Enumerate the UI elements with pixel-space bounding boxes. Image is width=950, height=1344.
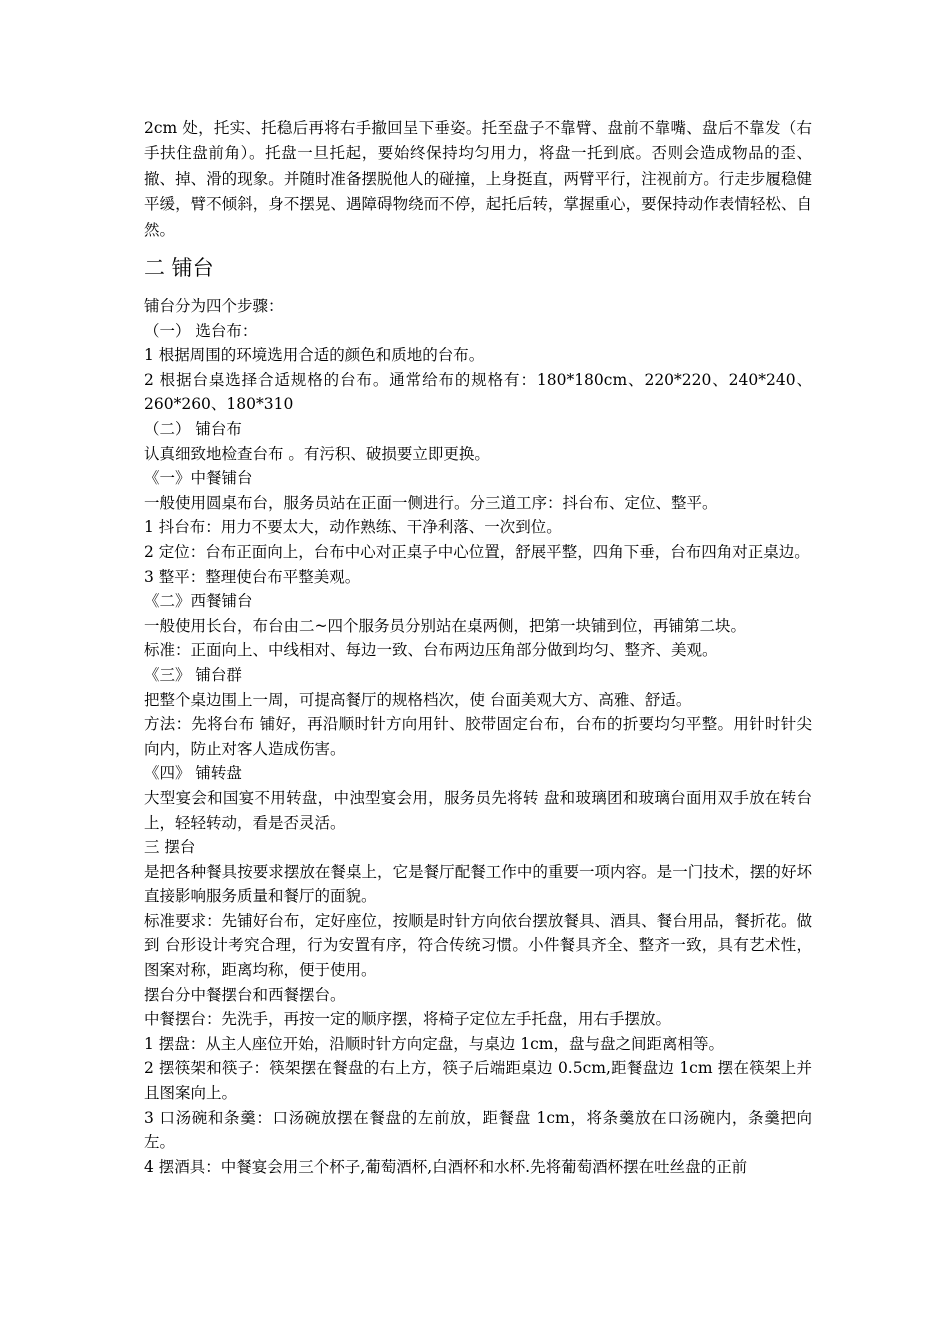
body-line: 铺台分为四个步骤： [144,297,284,316]
body-line: 1 摆盘：从主人座位开始，沿顺时针方向定盘，与桌边 1cm，盘与盘之间距离相等。 [144,1034,724,1053]
body-line: 一般使用圆桌布台，服务员站在正面一侧进行。分三道工序：抖台布、定位、整平。 [144,493,718,512]
body-line: 大型宴会和国宴不用转盘，中浊型宴会用，服务员先将转 盘和玻璃团和玻璃台面用双手放在转台上，轻轻转动，看是否灵活。 [144,788,812,832]
body-line: 3 整平：整理使台布平整美观。 [144,567,361,586]
body-line: 标准：正面向上、中线相对、每边一致、台布两边压角部分做到均匀、整齐、美观。 [144,641,718,660]
body-line: 标准要求：先铺好台布，定好座位，按顺是时针方向依台摆放餐具、酒具、餐台用品，餐折花。做到 台形设计考究合理，行为安置有序，符合传统习惯。小件餐具齐全、整齐一致，具有艺术性，图案对称，距离均称，便于使用。 [144,911,812,980]
body-line: 方法：先将台布 铺好，再沿顺时针方向用针、胶带固定台布，台布的折要均匀平整。用针时针尖向内，防止对客人造成伤害。 [144,715,812,758]
body-line: （二） 铺台布 [144,420,242,438]
body-line: 中餐摆台：先洗手，再按一定的顺序摆，将椅子定位左手托盘，用右手摆放。 [144,1010,672,1029]
document-page [144,116,812,1179]
body-line: 把整个桌边围上一周，可提高餐厅的规格档次，使 台面美观大方、高雅、舒适。 [144,690,692,709]
body-lines [144,294,812,1179]
body-line: 3 口汤碗和条羹：口汤碗放摆在餐盘的左前放，距餐盘 1cm，将条羹放在口汤碗内，条羹把向左。 [144,1108,812,1152]
intro-text: 2cm 处，托实、托稳后再将右手撤回呈下垂姿。托至盘子不靠臂、盘前不靠嘴、盘后不靠发（右手扶住盘前角）。托盘一旦托起，要始终保持均匀用力，将盘一托到底。否则会造成物品的歪、撤、掉、滑的现象。并随时准备摆脱他人的碰撞，上身挺直，两臂平行，注视前方。行走步履稳健平缓，臂不倾斜，身不摆晃、遇障碍物绕而不停，起托后转，掌握重心，要保持动作表情轻松、自然。 [144,119,812,239]
body-line: 《一》中餐铺台 [144,469,253,488]
body-line: 1 抖台布：用力不要太大，动作熟练、干净利落、一次到位。 [144,518,562,537]
body-line: 《二》西餐铺台 [144,592,253,611]
section-heading: 二 铺台 [144,256,214,281]
body-line: 1 根据周围的环境选用合适的颜色和质地的台布。 [144,346,485,365]
body-line: 4 摆酒具：中餐宴会用三个杯子,葡萄酒杯,白酒杯和水杯.先将葡萄酒杯摆在吐丝盘的正前 [144,1157,748,1176]
body-line: 2 定位：台布正面向上，台布中心对正桌子中心位置，舒展平整，四角下垂，台布四角对正桌边。 [144,542,810,561]
body-line: （一） 选台布： [144,321,258,340]
body-line: 一般使用长台，布台由二~四个服务员分别站在桌两侧，把第一块铺到位，再铺第二块。 [144,616,746,635]
intro-paragraph [144,116,812,243]
body-line: 摆台分中餐摆台和西餐摆台。 [144,985,346,1004]
body-line: 2 根据台桌选择合适规格的台布。通常给布的规格有：180*180cm、220*220、240*240、260*260、180*310 [144,370,812,414]
body-line: 认真细致地检查台布 。有污积、破损要立即更换。 [144,444,490,463]
body-line: 三 摆台 [144,838,196,857]
body-line: 《四》 铺转盘 [144,764,242,783]
body-line: 是把各种餐具按要求摆放在餐桌上，它是餐厅配餐工作中的重要一项内容。是一门技术，摆的好坏直接影响服务质量和餐厅的面貌。 [144,862,812,906]
body-line: 《三》 铺台群 [144,665,242,684]
body-line: 2 摆筷架和筷子：筷架摆在餐盘的右上方，筷子后端距桌边 0.5cm,距餐盘边 1cm 摆在筷架上并且图案向上。 [144,1059,812,1103]
